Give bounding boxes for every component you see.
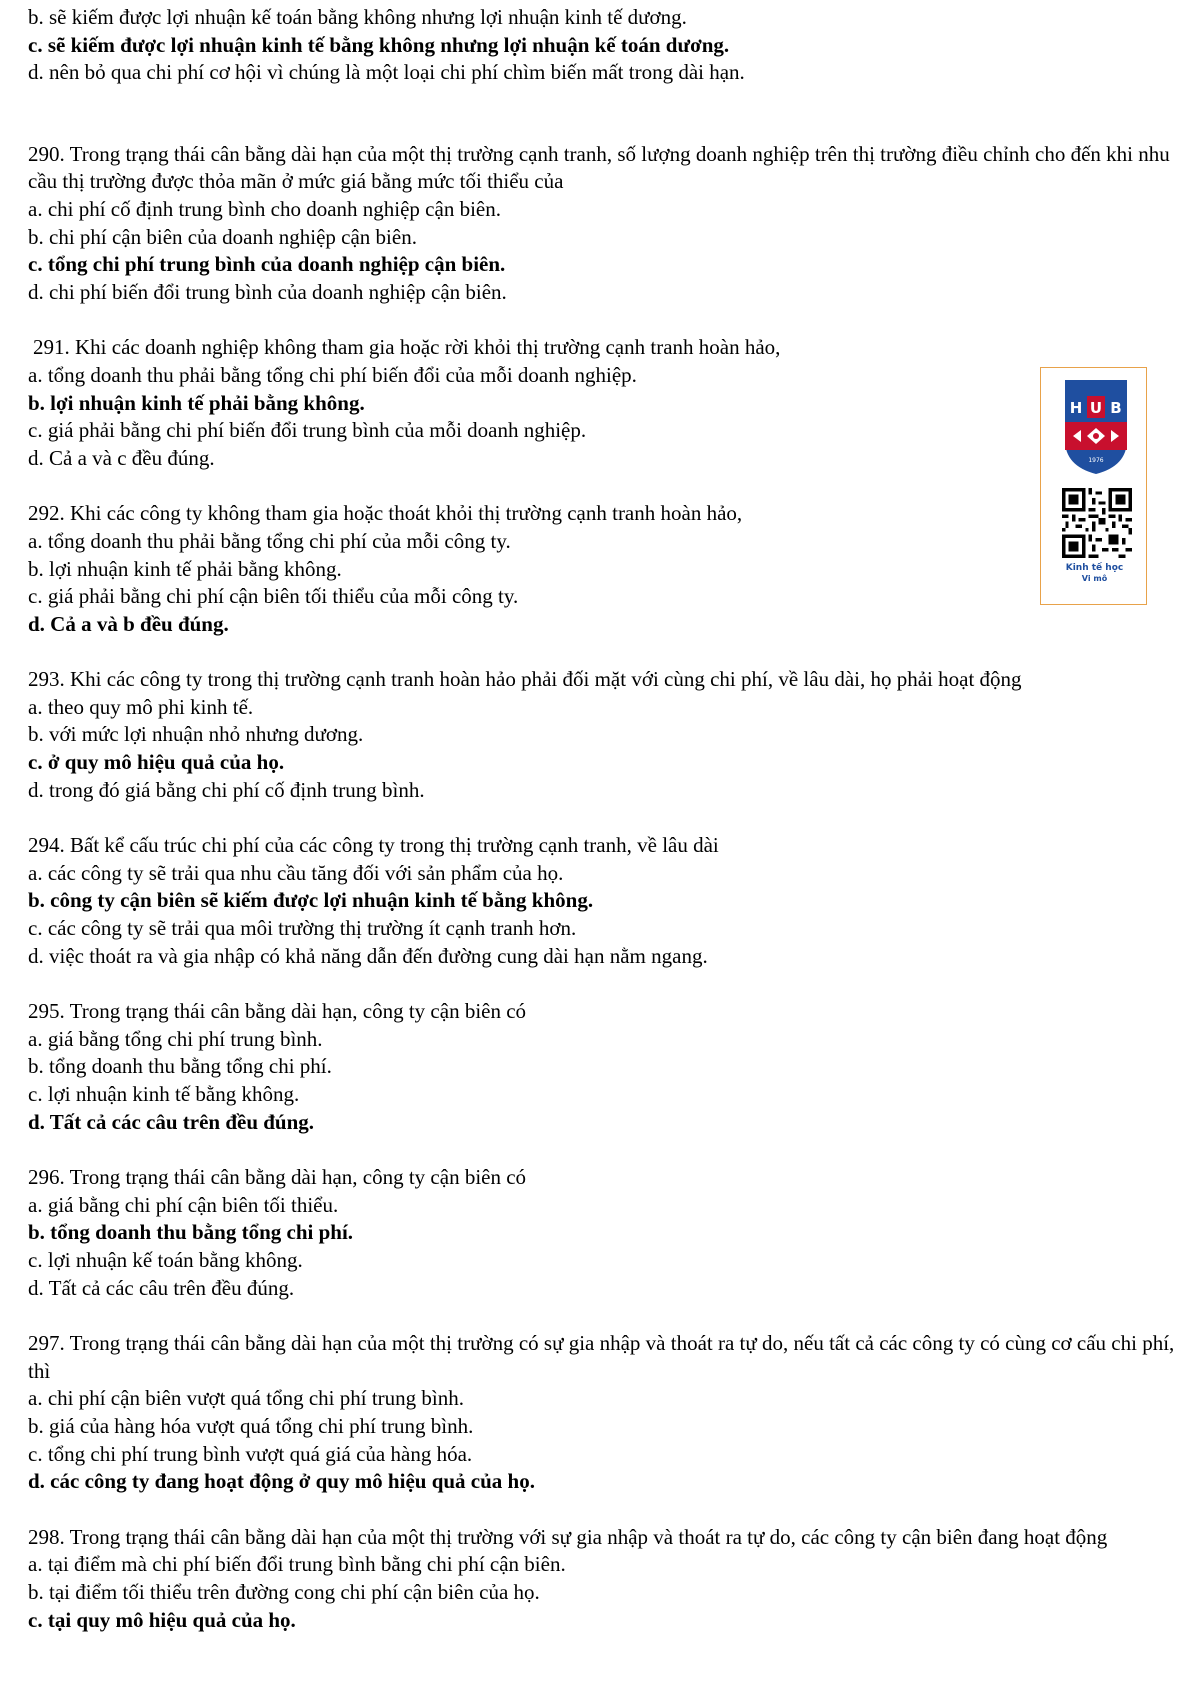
shield-year: 1976 [1088,457,1104,464]
option-c: c. giá phải bằng chi phí cận biên tối thiểu của mỗi công ty. [28,584,519,609]
option-a: a. giá bằng chi phí cận biên tối thiểu. [28,1192,339,1217]
option-d-correct: d. Cả a và b đều đúng. [28,611,229,636]
question-stem: 296. Trong trạng thái cân bằng dài hạn, công ty cận biên có [28,1165,527,1190]
question-stem: 297. Trong trạng thái cân bằng dài hạn của một thị trường có sự gia nhập và thoát ra tự do, nếu tất cả các công ty có cùng cơ cấu chi phí, thì [28,1331,1175,1383]
option-c: c. lợi nhuận kinh tế bằng không. [28,1082,300,1106]
question-290 [28,141,1178,307]
option-c: c. các công ty sẽ trải qua môi trường thị trường ít cạnh tranh hơn. [28,916,577,941]
question-stem: 293. Khi các công ty trong thị trường cạnh tranh hoàn hảo phải đối mặt với cùng chi phí, về lâu dài, họ phải hoạt động [28,667,1022,692]
question-stem: 298. Trong trạng thái cân bằng dài hạn của một thị trường với sự gia nhập và thoát ra tự do, các công ty cận biên đang hoạt động [28,1524,1108,1549]
option-a: a. giá bằng tổng chi phí trung bình. [28,1026,323,1051]
option-a: a. tổng doanh thu phải bằng tổng chi phí của mỗi công ty. [28,528,511,553]
question-298 [28,1524,1178,1634]
question-list [28,4,1178,1634]
question-294 [28,832,1178,970]
option-d: d. nên bỏ qua chi phí cơ hội vì chúng là một loại chi phí chìm biến mất trong dài hạn. [28,60,745,85]
option-d: d. Cả a và c đều đúng. [28,445,215,470]
option-a: a. chi phí cận biên vượt quá tổng chi phí trung bình. [28,1386,464,1411]
qr-code-icon[interactable] [1062,488,1132,558]
shield-letter-u: U [1089,399,1103,417]
option-b: b. giá của hàng hóa vượt quá tổng chi phí trung bình. [28,1413,474,1438]
shield-letter-b: B [1110,399,1122,417]
question-292 [28,500,1178,638]
option-b: b. tổng doanh thu bằng tổng chi phí. [28,1054,332,1079]
option-a: a. theo quy mô phi kinh tế. [28,694,254,719]
option-c-correct: c. tổng chi phí trung bình của doanh nghiệp cận biên. [28,252,506,277]
option-c: c. lợi nhuận kế toán bằng không. [28,1247,303,1272]
question-289-tail [28,4,1178,87]
option-a: a. chi phí cố định trung bình cho doanh nghiệp cận biên. [28,196,501,221]
question-295 [28,998,1178,1136]
option-d: d. trong đó giá bằng chi phí cố định trung bình. [28,777,425,802]
question-293 [28,666,1178,804]
shield-letter-h: H [1069,399,1083,417]
option-c-correct: c. tại quy mô hiệu quả của họ. [28,1607,296,1632]
badge-subtitle: Vi mô [1081,574,1108,583]
option-b-correct: b. lợi nhuận kinh tế phải bằng không. [28,390,365,415]
option-c-correct: c. ở quy mô hiệu quả của họ. [28,750,285,775]
option-b-correct: b. công ty cận biên sẽ kiếm được lợi nhuận kinh tế bằng không. [28,888,594,913]
option-b: b. với mức lợi nhuận nhỏ nhưng dương. [28,722,364,747]
badge-title: Kinh tế học [1065,563,1124,573]
question-stem: 291. Khi các doanh nghiệp không tham gia hoặc rời khỏi thị trường cạnh tranh hoàn hảo, [33,335,781,360]
option-b: b. chi phí cận biên của doanh nghiệp cận biên. [28,224,417,249]
question-stem: 292. Khi các công ty không tham gia hoặc thoát khỏi thị trường cạnh tranh hoàn hảo, [28,501,743,526]
option-b: b. sẽ kiếm được lợi nhuận kế toán bằng không nhưng lợi nhuận kinh tế dương. [28,5,687,29]
option-c: c. tổng chi phí trung bình vượt quá giá của hàng hóa. [28,1441,473,1466]
option-a: a. tổng doanh thu phải bằng tổng chi phí biến đổi của mỗi doanh nghiệp. [28,362,637,387]
hub-shield-logo [1063,378,1129,476]
question-297 [28,1330,1178,1496]
option-a: a. các công ty sẽ trải qua nhu cầu tăng đối với sản phẩm của họ. [28,860,564,885]
option-c-correct: c. sẽ kiếm được lợi nhuận kinh tế bằng không nhưng lợi nhuận kế toán dương. [28,32,730,57]
option-a: a. tại điểm mà chi phí biến đổi trung bình bằng chi phí cận biên. [28,1552,566,1577]
option-b: b. lợi nhuận kinh tế phải bằng không. [28,556,342,581]
option-b: b. tại điểm tối thiểu trên đường cong chi phí cận biên của họ. [28,1579,540,1604]
option-d-correct: d. Tất cả các câu trên đều đúng. [28,1109,315,1134]
question-stem: 294. Bất kể cấu trúc chi phí của các công ty trong thị trường cạnh tranh, về lâu dài [28,833,719,858]
option-d: d. việc thoát ra và gia nhập có khả năng dẫn đến đường cung dài hạn nằm ngang. [28,943,708,968]
option-c: c. giá phải bằng chi phí biến đổi trung bình của mỗi doanh nghiệp. [28,418,587,443]
option-b-correct: b. tổng doanh thu bằng tổng chi phí. [28,1220,354,1245]
hub-badge [1040,367,1147,605]
question-296 [28,1164,1178,1302]
option-d: d. Tất cả các câu trên đều đúng. [28,1275,295,1300]
question-stem: 295. Trong trạng thái cân bằng dài hạn, công ty cận biên có [28,999,527,1024]
question-stem: 290. Trong trạng thái cân bằng dài hạn của một thị trường cạnh tranh, số lượng doanh nghiệp trên thị trường điều chỉnh cho đến khi nhu cầu thị trường được thỏa mãn ở mức giá bằng mức tối thiểu của [28,141,1170,194]
question-291 [28,334,1178,472]
option-d-correct: d. các công ty đang hoạt động ở quy mô hiệu quả của họ. [28,1469,535,1494]
option-d: d. chi phí biến đổi trung bình của doanh nghiệp cận biên. [28,279,507,304]
